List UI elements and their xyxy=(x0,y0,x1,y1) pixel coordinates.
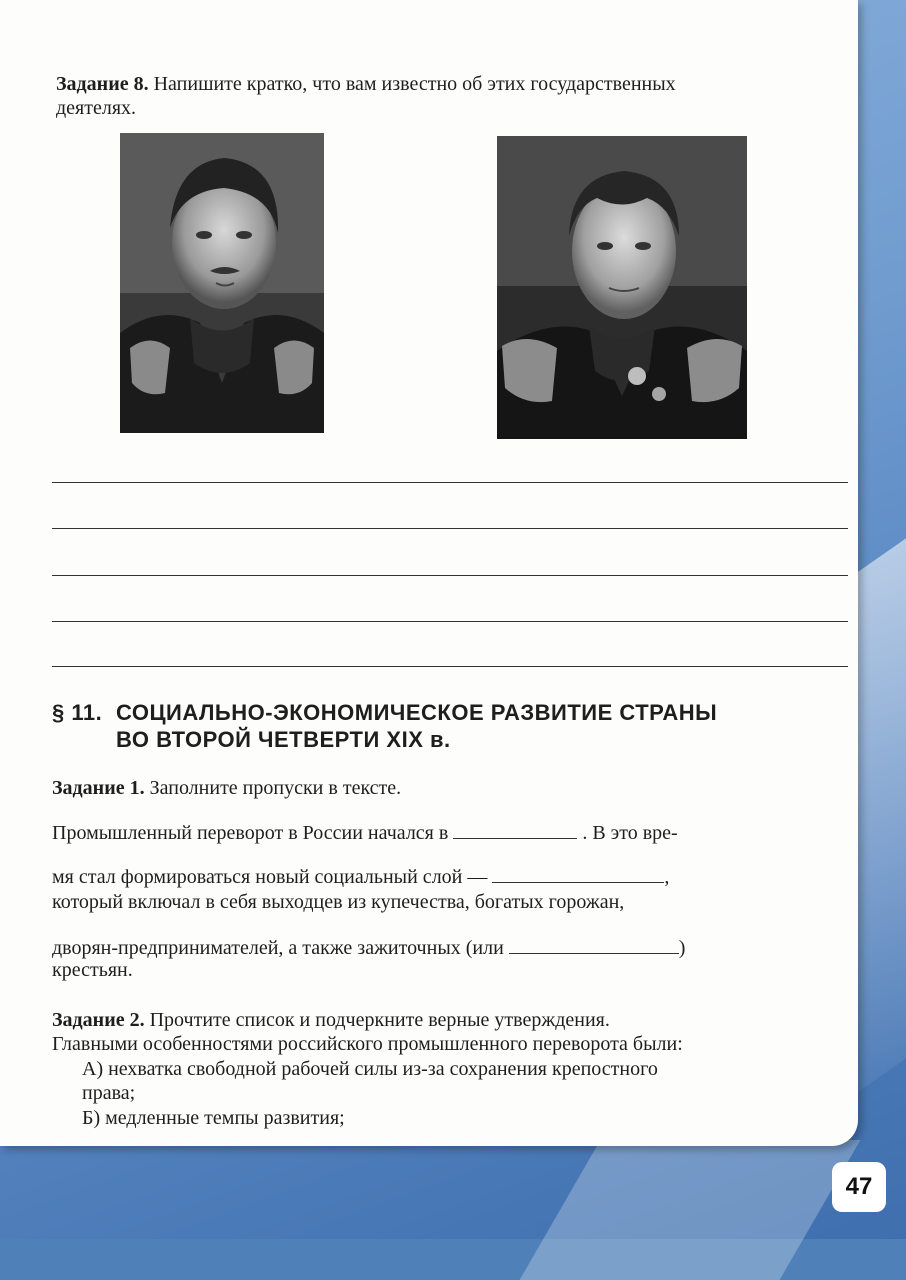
fill-blank-input[interactable] xyxy=(453,820,577,839)
task8-label: Задание 8. xyxy=(56,73,149,95)
section-number: § 11. xyxy=(52,700,103,725)
fill-blank-input[interactable] xyxy=(492,864,664,883)
task1-text: ) xyxy=(678,937,686,959)
task2-option-a[interactable]: А) нехватка свободной рабочей силы из-за сохранения крепостного xyxy=(82,1058,658,1080)
answer-line[interactable] xyxy=(52,575,848,576)
task8-line2: деятелях. xyxy=(56,97,137,119)
portrait-left xyxy=(120,133,324,433)
portrait-right xyxy=(497,136,747,439)
task1-instruction: Заполните пропуски в тексте. xyxy=(149,777,402,799)
task2-instruction: Прочтите список и подчеркните верные утверждения. xyxy=(149,1009,610,1031)
task8-line1 xyxy=(56,72,676,96)
answer-line[interactable] xyxy=(52,621,848,622)
task1-sentence3: который включал в себя выходцев из купечества, богатых горожан, xyxy=(52,891,625,913)
task2-option-a-cont[interactable]: права; xyxy=(82,1082,136,1104)
task2-label: Задание 2. xyxy=(52,1009,145,1031)
portrait-right-image xyxy=(497,136,747,439)
task1-label: Задание 1. xyxy=(52,777,145,799)
task2-header xyxy=(52,1008,610,1032)
task1-text: мя стал формироваться новый социальный слой — xyxy=(52,866,488,888)
task1-sentence4 xyxy=(52,935,685,960)
task2-option-b[interactable]: Б) медленные темпы развития; xyxy=(82,1107,345,1129)
section-title-line2: ВО ВТОРОЙ ЧЕТВЕРТИ XIX в. xyxy=(116,727,451,752)
answer-line[interactable] xyxy=(52,528,848,529)
task1-sentence1 xyxy=(52,820,678,845)
task8-text: Напишите кратко, что вам известно об этих государственных xyxy=(153,73,676,95)
section-title-line1: СОЦИАЛЬНО-ЭКОНОМИЧЕСКОЕ РАЗВИТИЕ СТРАНЫ xyxy=(116,700,718,725)
answer-line[interactable] xyxy=(52,482,848,483)
task1-text: дворян-предпринимателей, а также зажиточных (или xyxy=(52,937,504,959)
portrait-left-image xyxy=(120,133,324,433)
task1-sentence5: крестьян. xyxy=(52,959,133,981)
fill-blank-input[interactable] xyxy=(509,935,679,954)
task1-text: . В это вре- xyxy=(582,822,678,844)
task1-text: Промышленный переворот в России начался в xyxy=(52,822,449,844)
task1-sentence2 xyxy=(52,864,669,889)
task2-lead: Главными особенностями российского промышленного переворота были: xyxy=(52,1033,683,1055)
task1-text: , xyxy=(664,866,670,888)
task1-header xyxy=(52,776,401,800)
answer-line[interactable] xyxy=(52,666,848,667)
page-number: 47 xyxy=(832,1162,886,1212)
